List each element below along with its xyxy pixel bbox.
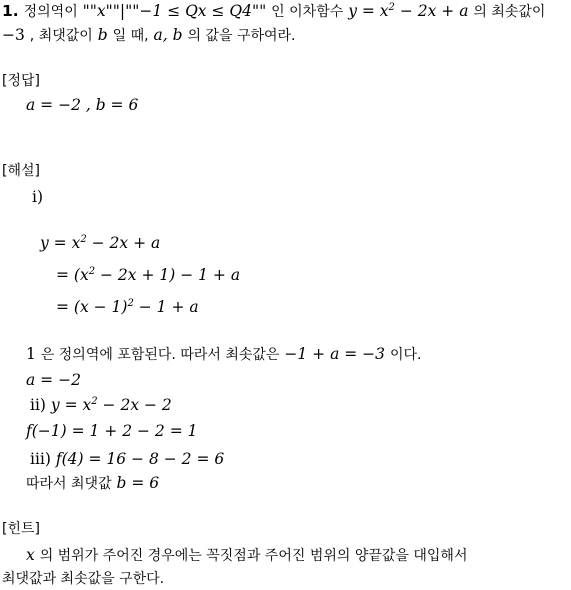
hint-header: [힌트] xyxy=(2,521,40,537)
solution-eq-2: = $(x^2 - 2x + 1) - 1 + a$ xyxy=(56,266,241,284)
problem-number: 1. xyxy=(2,2,19,20)
problem-text: 의 값을 구하여라. xyxy=(187,28,296,44)
solution-text: 이다. xyxy=(389,347,422,363)
problem-var-b: b xyxy=(97,26,108,44)
step-1-label: ⅰ) xyxy=(32,188,44,206)
hint-line-2: 최댓값과 최솟값을 구한다. xyxy=(2,571,165,587)
step-2-equation: $y = x^2 - 2x - 2$ xyxy=(50,396,172,414)
solution-text: 은 정의역에 포함된다. 따라서 최솟값은 xyxy=(40,347,280,363)
hint-text: 의 범위가 주어진 경우에는 꼭짓점과 주어진 범위의 양끝값을 대입해서 xyxy=(39,548,468,564)
solution-a-result: a = −2 xyxy=(26,371,81,389)
problem-text: 정의역이 xyxy=(23,4,78,20)
problem-domain: ""x""|""−1 ≤ Qx ≤ Q4"" xyxy=(82,2,267,20)
solution-number: 1 xyxy=(26,345,36,363)
problem-min-value: −3 xyxy=(2,26,25,44)
problem-text: 일 때, xyxy=(112,28,149,44)
solution-eq-1: $y = x^2 - 2x + a$ xyxy=(40,234,161,252)
conclusion-text: 따라서 최댓값 xyxy=(26,476,112,492)
problem-text: 인 이차함수 xyxy=(271,4,344,20)
step-2-line xyxy=(30,394,172,416)
hint-line-1 xyxy=(26,544,467,567)
step-2-eval: f(−1) = 1 + 2 − 2 = 1 xyxy=(26,422,198,440)
step-3-eval: f(4) = 16 − 8 − 2 = 6 xyxy=(55,450,225,468)
solution-conclusion xyxy=(26,472,159,495)
answer-value: a = −2 , b = 6 xyxy=(26,96,139,114)
step-2-label: ⅱ) xyxy=(30,396,46,414)
problem-function: $y = x^2 - 2x + a$ xyxy=(348,2,469,20)
solution-header: [해설] xyxy=(2,163,40,179)
problem-line-1 xyxy=(2,0,545,23)
hint-var-x: x xyxy=(26,546,35,564)
problem-vars: a, b xyxy=(153,26,183,44)
solution-eq-3: = $(x - 1)^2 - 1 + a$ xyxy=(56,298,199,316)
step-3-label: ⅲ) xyxy=(30,450,51,468)
step-3-line xyxy=(30,448,224,470)
conclusion-value: b = 6 xyxy=(116,474,160,492)
problem-text: , 최댓값이 xyxy=(29,28,93,44)
answer-header: [정답] xyxy=(2,73,40,89)
solution-equation: −1 + a = −3 xyxy=(284,345,386,363)
problem-line-2 xyxy=(2,24,296,47)
problem-text: 의 최솟값이 xyxy=(473,4,546,20)
solution-text-line xyxy=(26,343,421,366)
